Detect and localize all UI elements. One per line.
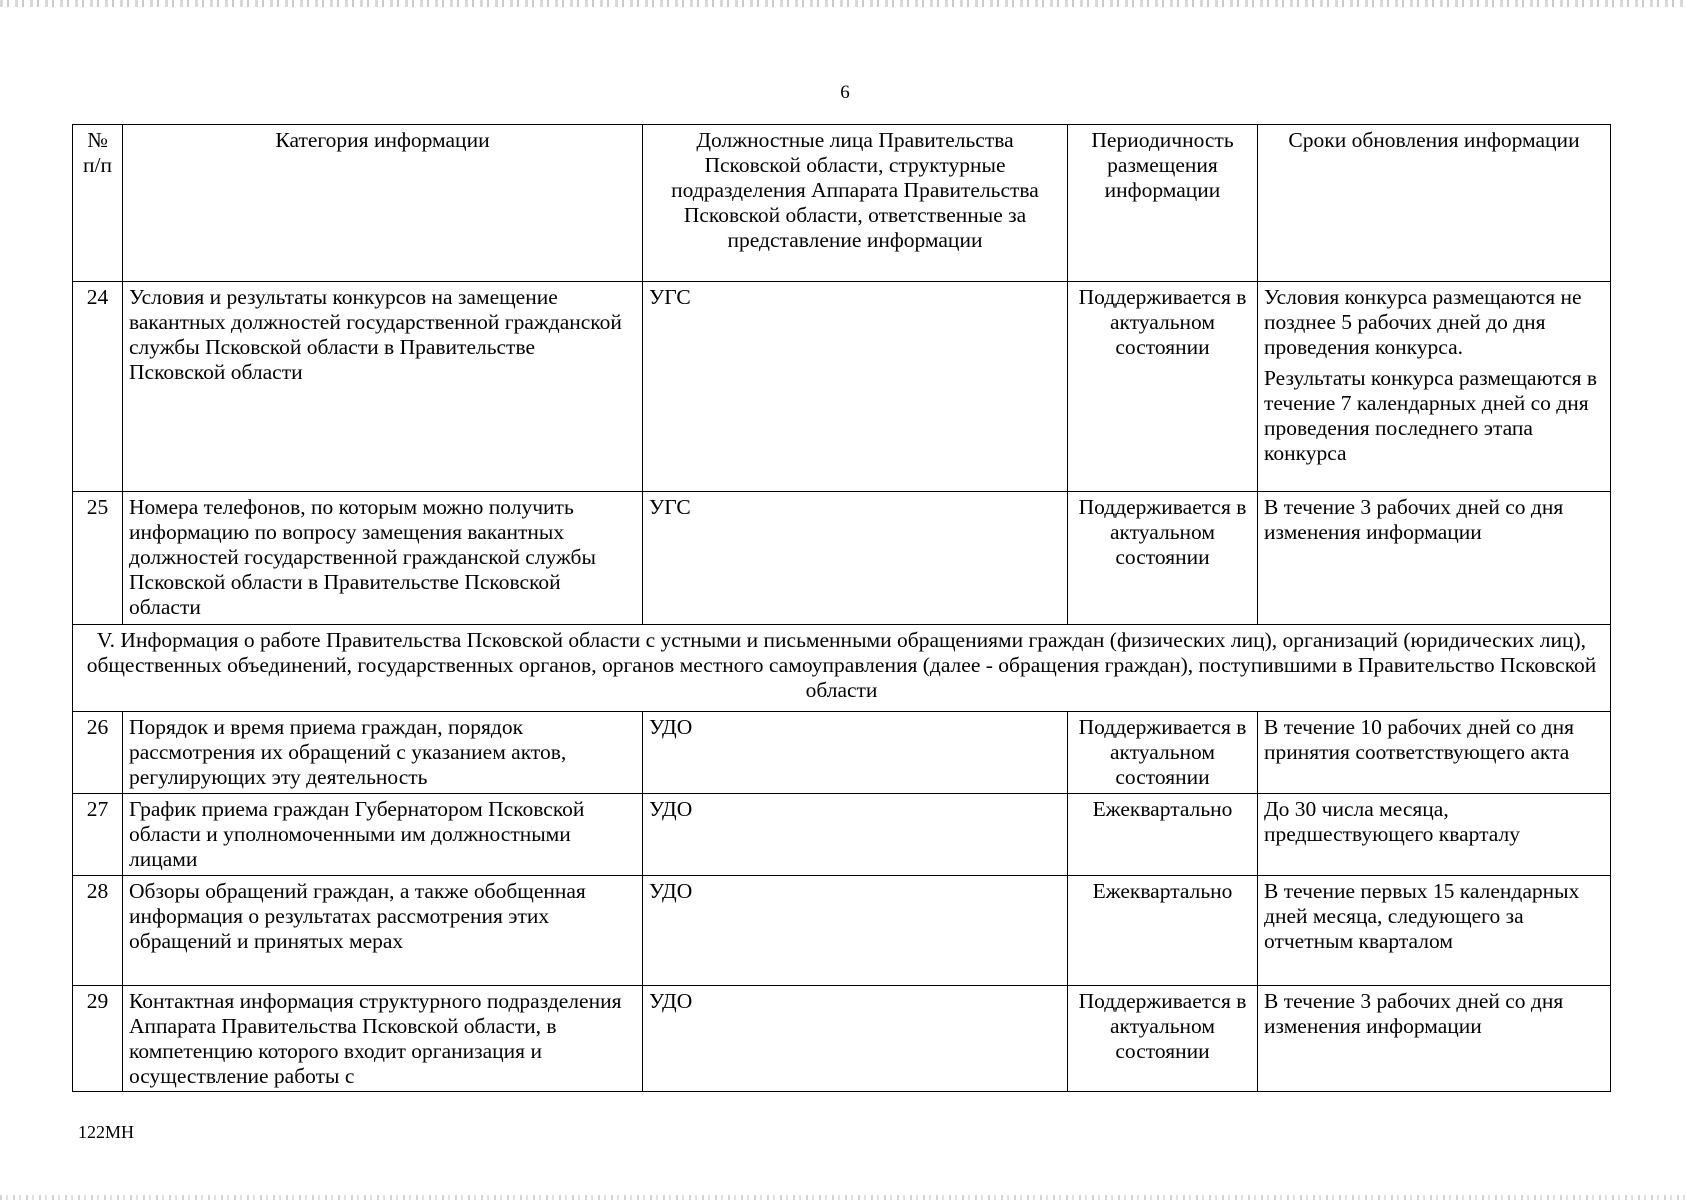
table-row (73, 876, 1611, 986)
row-periodicity: Поддерживается в актуальном состоянии (1068, 986, 1258, 1092)
row-responsible: УГС (643, 282, 1068, 492)
row-update-terms-part1: Условия конкурса размещаются не позднее 5 рабочих дней до дня проведения конкурса. (1264, 285, 1582, 359)
document-code: 122МН (78, 1122, 135, 1142)
row-update-terms: В течение 3 рабочих дней со дня изменения информации (1258, 492, 1611, 625)
row-category: Порядок и время приема граждан, порядок рассмотрения их обращений с указанием актов, регулирующих эту деятельность (123, 712, 643, 794)
row-category: Условия и результаты конкурсов на замещение вакантных должностей государственной гражданской службы Псковской области в Правительстве Псковской области (123, 282, 643, 492)
header-responsible: Должностные лица Правительства Псковской области, структурные подразделения Аппарата Правительства Псковской области, ответственные за представление информации (643, 125, 1068, 282)
row-category: Обзоры обращений граждан, а также обобщенная информация о результатах рассмотрения этих обращений и принятых мерах (123, 876, 643, 986)
header-periodicity: Периодичность размещения информации (1068, 125, 1258, 282)
table-row (73, 794, 1611, 876)
row-update-terms: До 30 числа месяца, предшествующего кварталу (1258, 794, 1611, 876)
row-number: 28 (73, 876, 123, 986)
section-v-heading: V. Информация о работе Правительства Псковской области с устными и письменными обращениями граждан (физических лиц), организаций (юридических лиц), общественных объединений, государственных органов, органов местного самоуправления (далее - обращения граждан), поступившими в Правительство Псковской области (73, 625, 1611, 712)
table-row (73, 492, 1611, 625)
scan-edge-top (0, 0, 1686, 7)
row-number: 27 (73, 794, 123, 876)
section-heading-row (73, 625, 1611, 712)
row-update-terms: В течение 3 рабочих дней со дня изменения информации (1258, 986, 1611, 1092)
row-responsible: УДО (643, 876, 1068, 986)
row-category: График приема граждан Губернатором Псковской области и уполномоченными им должностными лицами (123, 794, 643, 876)
row-update-terms: В течение первых 15 календарных дней месяца, следующего за отчетным кварталом (1258, 876, 1611, 986)
row-periodicity: Ежеквартально (1068, 794, 1258, 876)
information-table (72, 124, 1611, 1092)
row-number: 26 (73, 712, 123, 794)
row-number: 29 (73, 986, 123, 1092)
row-periodicity: Поддерживается в актуальном состоянии (1068, 712, 1258, 794)
row-responsible: УДО (643, 794, 1068, 876)
row-update-terms-part2: Результаты конкурса размещаются в течение 7 календарных дней со дня проведения последнего этапа конкурса (1264, 366, 1597, 465)
row-category: Номера телефонов, по которым можно получить информацию по вопросу замещения вакантных должностей государственной гражданской службы Псковской области в Правительстве Псковской области (123, 492, 643, 625)
header-update-terms: Сроки обновления информации (1258, 125, 1611, 282)
row-category: Контактная информация структурного подразделения Аппарата Правительства Псковской области, в компетенцию которого входит организация и осуществление работы с (123, 986, 643, 1092)
table-header-row (73, 125, 1611, 282)
row-responsible: УГС (643, 492, 1068, 625)
row-periodicity: Ежеквартально (1068, 876, 1258, 986)
row-update-terms: В течение 10 рабочих дней со дня принятия соответствующего акта (1258, 712, 1611, 794)
table-row (73, 712, 1611, 794)
table-row (73, 282, 1611, 492)
row-number: 24 (73, 282, 123, 492)
row-periodicity: Поддерживается в актуальном состоянии (1068, 282, 1258, 492)
row-update-terms (1258, 282, 1611, 492)
row-number: 25 (73, 492, 123, 625)
scan-edge-bottom (0, 1195, 1686, 1200)
row-periodicity: Поддерживается в актуальном состоянии (1068, 492, 1258, 625)
header-number: № п/п (73, 125, 123, 282)
row-responsible: УДО (643, 712, 1068, 794)
table-row (73, 986, 1611, 1092)
header-category: Категория информации (123, 125, 643, 282)
row-responsible: УДО (643, 986, 1068, 1092)
page-number: 6 (840, 82, 850, 103)
